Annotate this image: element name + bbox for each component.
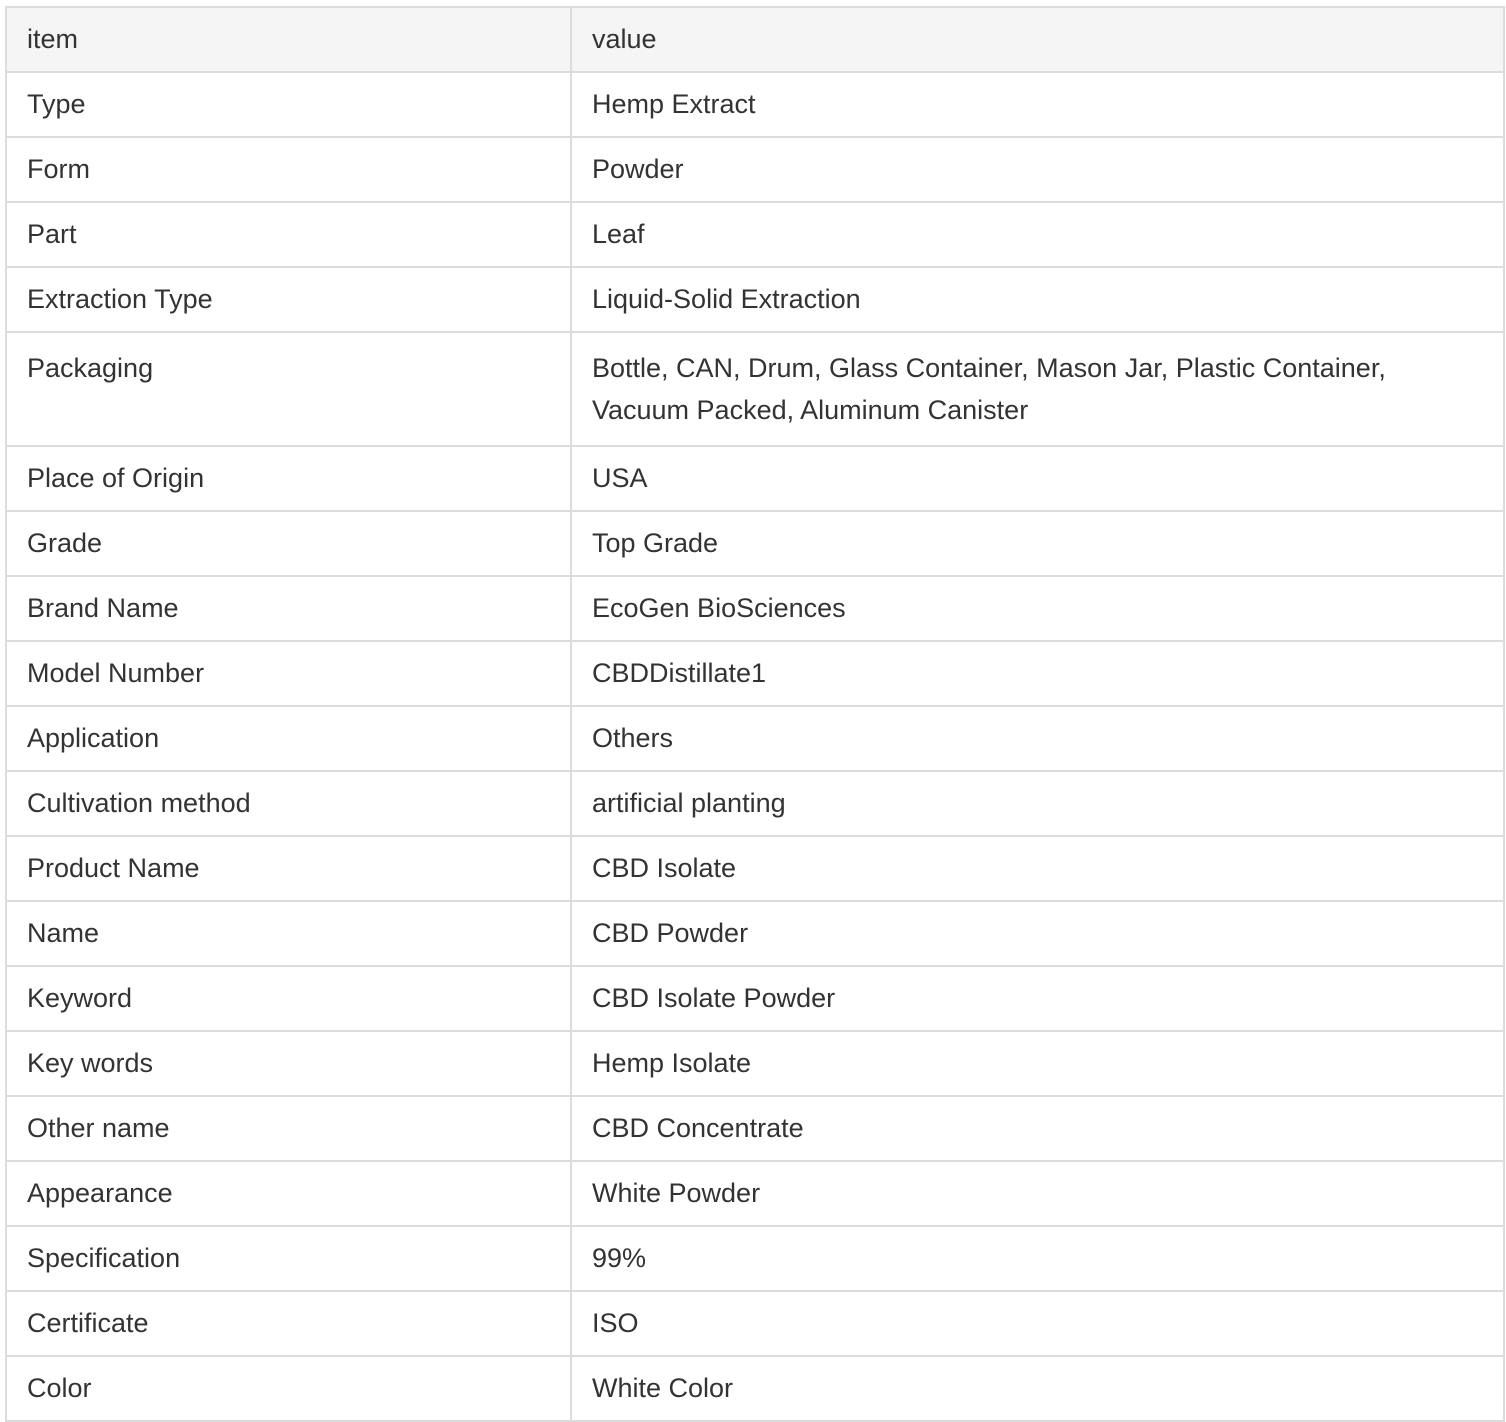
- table-row: [6, 706, 1504, 771]
- row-value-cell: 99%: [571, 1226, 1504, 1291]
- table-row: [6, 836, 1504, 901]
- table-row: [6, 1031, 1504, 1096]
- table-row: [6, 72, 1504, 137]
- row-item-cell: Grade: [6, 511, 571, 576]
- row-item-cell: Cultivation method: [6, 771, 571, 836]
- table-row: [6, 771, 1504, 836]
- row-value-cell: Powder: [571, 137, 1504, 202]
- row-item-cell: Application: [6, 706, 571, 771]
- row-value-cell: ISO: [571, 1291, 1504, 1356]
- row-item-cell: Place of Origin: [6, 446, 571, 511]
- table-header: [6, 7, 1504, 72]
- row-item-cell: Extraction Type: [6, 267, 571, 332]
- row-item-cell: Product Name: [6, 836, 571, 901]
- row-value-cell: White Powder: [571, 1161, 1504, 1226]
- row-value-cell: CBD Isolate Powder: [571, 966, 1504, 1031]
- table-row: [6, 446, 1504, 511]
- table-body: [6, 72, 1504, 1421]
- row-value-cell: Bottle, CAN, Drum, Glass Container, Mason Jar, Plastic Container, Vacuum Packed, Aluminum Canister: [571, 332, 1504, 446]
- row-value-cell: Hemp Extract: [571, 72, 1504, 137]
- table-row: [6, 1291, 1504, 1356]
- row-value-cell: CBD Powder: [571, 901, 1504, 966]
- header-value: value: [571, 7, 1504, 72]
- spec-table: [5, 6, 1505, 1422]
- row-item-cell: Color: [6, 1356, 571, 1421]
- row-item-cell: Other name: [6, 1096, 571, 1161]
- table-row: [6, 641, 1504, 706]
- row-value-cell: Top Grade: [571, 511, 1504, 576]
- table-row: [6, 511, 1504, 576]
- row-value-cell: CBD Concentrate: [571, 1096, 1504, 1161]
- row-value-cell: CBDDistillate1: [571, 641, 1504, 706]
- row-value-cell: artificial planting: [571, 771, 1504, 836]
- row-item-cell: Form: [6, 137, 571, 202]
- table-row: [6, 966, 1504, 1031]
- row-value-cell: EcoGen BioSciences: [571, 576, 1504, 641]
- table-row: [6, 1161, 1504, 1226]
- row-item-cell: Type: [6, 72, 571, 137]
- row-value-cell: Hemp Isolate: [571, 1031, 1504, 1096]
- row-value-cell: Liquid-Solid Extraction: [571, 267, 1504, 332]
- row-item-cell: Certificate: [6, 1291, 571, 1356]
- row-value-cell: White Color: [571, 1356, 1504, 1421]
- row-value-cell: Leaf: [571, 202, 1504, 267]
- row-item-cell: Appearance: [6, 1161, 571, 1226]
- row-value-cell: CBD Isolate: [571, 836, 1504, 901]
- table-row: [6, 202, 1504, 267]
- row-item-cell: Specification: [6, 1226, 571, 1291]
- table-row: [6, 137, 1504, 202]
- table-row: [6, 1226, 1504, 1291]
- table-row: [6, 267, 1504, 332]
- row-item-cell: Model Number: [6, 641, 571, 706]
- row-item-cell: Brand Name: [6, 576, 571, 641]
- table-row: [6, 901, 1504, 966]
- table-row: [6, 576, 1504, 641]
- row-value-cell: Others: [571, 706, 1504, 771]
- row-item-cell: Part: [6, 202, 571, 267]
- row-item-cell: Packaging: [6, 332, 571, 446]
- row-item-cell: Key words: [6, 1031, 571, 1096]
- header-row: [6, 7, 1504, 72]
- row-item-cell: Name: [6, 901, 571, 966]
- table-row: [6, 1356, 1504, 1421]
- row-value-cell: USA: [571, 446, 1504, 511]
- header-item: item: [6, 7, 571, 72]
- table-row: [6, 332, 1504, 446]
- table-row: [6, 1096, 1504, 1161]
- row-item-cell: Keyword: [6, 966, 571, 1031]
